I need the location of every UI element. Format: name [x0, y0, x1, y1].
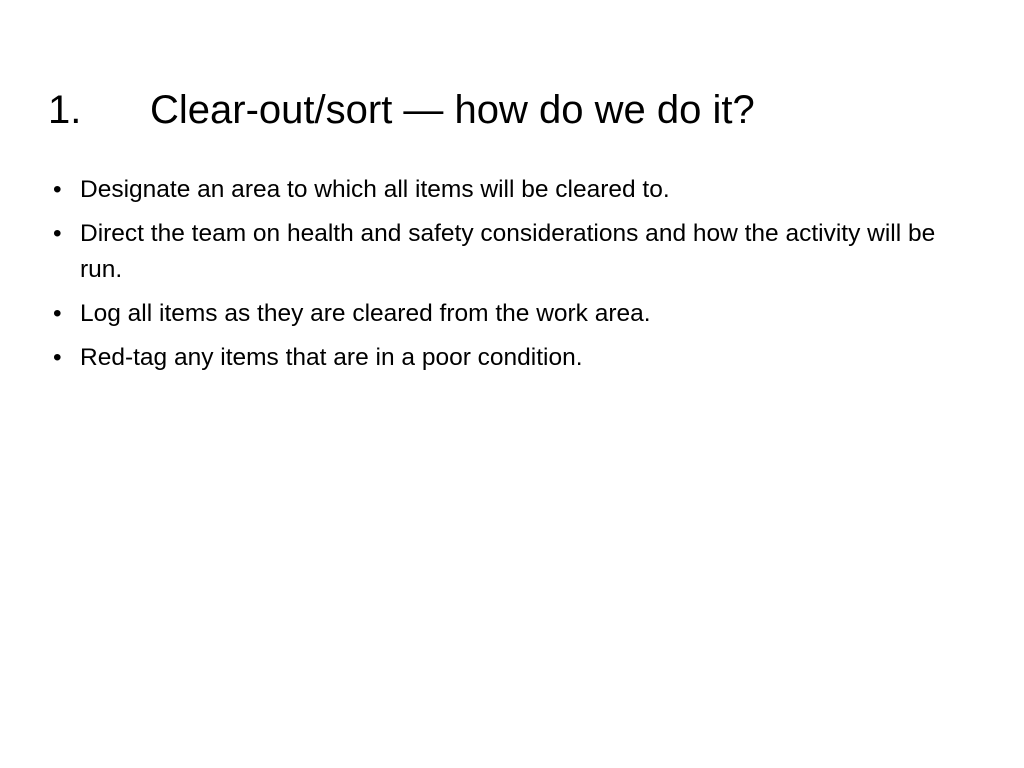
bullet-item	[53, 216, 953, 288]
bullet-text: Red-tag any items that are in a poor condition.	[80, 344, 583, 371]
bullet-dot-icon: •	[53, 344, 62, 371]
bullet-dot-icon: •	[53, 220, 62, 247]
slide-title	[48, 80, 988, 140]
slide-title-text: Clear-out/sort — how do we do it?	[150, 88, 755, 132]
bullet-dot-icon: •	[53, 300, 62, 327]
bullet-text: Designate an area to which all items will be cleared to.	[80, 176, 670, 203]
bullet-dot-icon: •	[53, 176, 62, 203]
slide-title-number: 1.	[48, 88, 82, 132]
bullet-list	[53, 172, 953, 384]
bullet-item	[53, 172, 953, 208]
bullet-item	[53, 296, 953, 332]
bullet-text: Direct the team on health and safety considerations and how the activity will be run.	[80, 220, 936, 283]
bullet-item	[53, 340, 953, 376]
bullet-text: Log all items as they are cleared from the work area.	[80, 300, 651, 327]
